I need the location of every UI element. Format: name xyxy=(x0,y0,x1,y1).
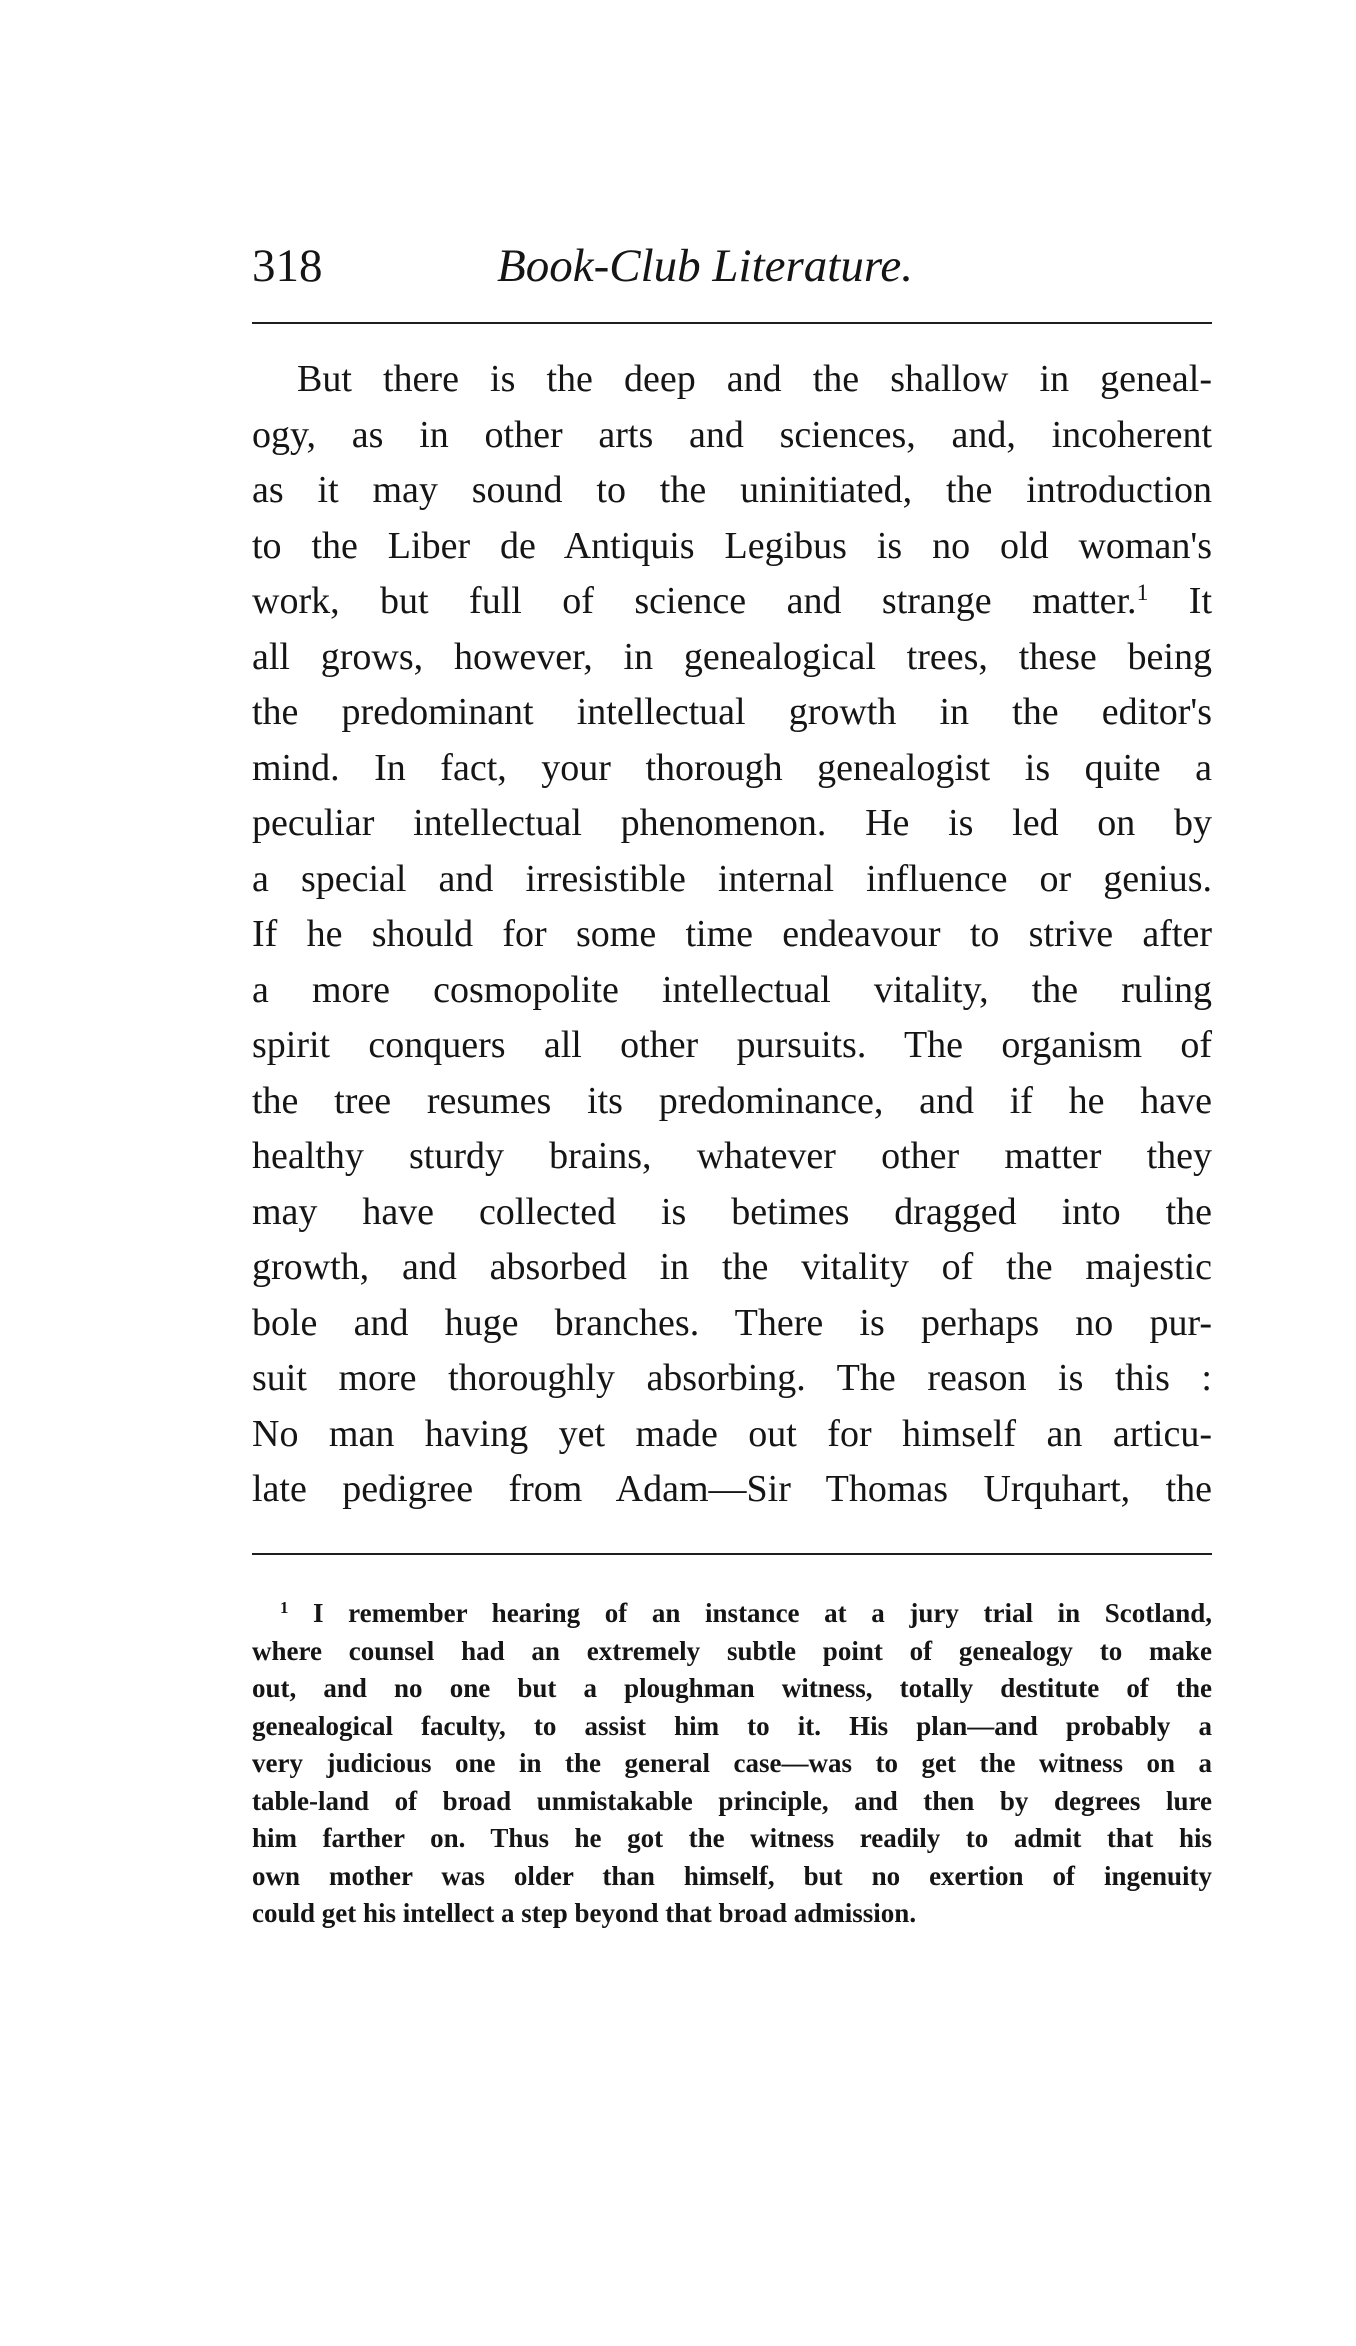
main-paragraph xyxy=(252,352,1212,1518)
text-line-end: It xyxy=(1188,580,1213,622)
text-line: suit more thoroughly absorbing. The reason is this : xyxy=(252,1357,1212,1399)
page-header xyxy=(252,236,1212,296)
footnote-line: own mother was older than himself, but no exertion of ingenuity xyxy=(252,1860,1212,1891)
header-rule xyxy=(252,322,1212,324)
footnote-line: could get his intellect a step beyond that broad admission. xyxy=(252,1898,917,1928)
text-line: the tree resumes its predominance, and if he have xyxy=(252,1079,1212,1122)
text-line: ogy, as in other arts and sciences, and, incoherent xyxy=(252,413,1212,456)
text-line-with-footnote-ref xyxy=(252,574,1212,630)
text-line: healthy sturdy brains, whatever other matter they xyxy=(252,1135,1212,1177)
text-line: as it may sound to the uninitiated, the introduction xyxy=(252,469,1212,511)
footnote-line: him farther on. Thus he got the witness readily to admit that his xyxy=(252,1823,1212,1853)
footnote-line: table-land of broad unmistakable principle, and then by degrees lure xyxy=(252,1785,1212,1816)
text-line-start: work, but full of science and strange matter. xyxy=(252,580,1137,622)
text-line: the predominant intellectual growth in the editor's xyxy=(252,691,1212,733)
footnote-marker: 1 xyxy=(280,1597,289,1617)
text-line: to the Liber de Antiquis Legibus is no old woman's xyxy=(252,524,1212,567)
text-line: If he should for some time endeavour to strive after xyxy=(252,913,1212,955)
text-line: growth, and absorbed in the vitality of the majestic xyxy=(252,1246,1212,1288)
text-line: bole and huge branches. There is perhaps no pur- xyxy=(252,1301,1212,1344)
running-title: Book-Club Literature. xyxy=(497,240,914,292)
footnote-line: genealogical faculty, to assist him to it. His plan—and probably a xyxy=(252,1710,1212,1741)
text-line: mind. In fact, your thorough genealogist is quite a xyxy=(252,746,1212,789)
footnote-line: out, and no one but a ploughman witness, totally destitute of the xyxy=(252,1673,1212,1703)
text-line: But there is the deep and the shallow in geneal- xyxy=(297,358,1212,400)
footnote xyxy=(252,1595,1212,1933)
text-line: No man having yet made out for himself an articu- xyxy=(252,1412,1212,1455)
footnote-line-text: I remember hearing of an instance at a jury trial in Scotland, xyxy=(313,1598,1213,1628)
text-line: a special and irresistible internal influence or genius. xyxy=(252,857,1212,900)
footnote-rule xyxy=(252,1553,1212,1555)
footnote-line xyxy=(252,1595,1212,1633)
footnote-reference: 1 xyxy=(1136,580,1149,607)
footnote-line: very judicious one in the general case—was to get the witness on a xyxy=(252,1748,1212,1778)
text-line: a more cosmopolite intellectual vitality, the ruling xyxy=(252,968,1212,1011)
text-line: may have collected is betimes dragged into the xyxy=(252,1190,1212,1233)
text-line: all grows, however, in genealogical trees, these being xyxy=(252,635,1212,678)
text-line: late pedigree from Adam—Sir Thomas Urquhart, the xyxy=(252,1468,1212,1510)
footnote-line: where counsel had an extremely subtle point of genealogy to make xyxy=(252,1635,1212,1666)
page-number: 318 xyxy=(252,240,323,292)
text-line: peculiar intellectual phenomenon. He is led on by xyxy=(252,802,1212,844)
text-line: spirit conquers all other pursuits. The organism of xyxy=(252,1024,1212,1066)
